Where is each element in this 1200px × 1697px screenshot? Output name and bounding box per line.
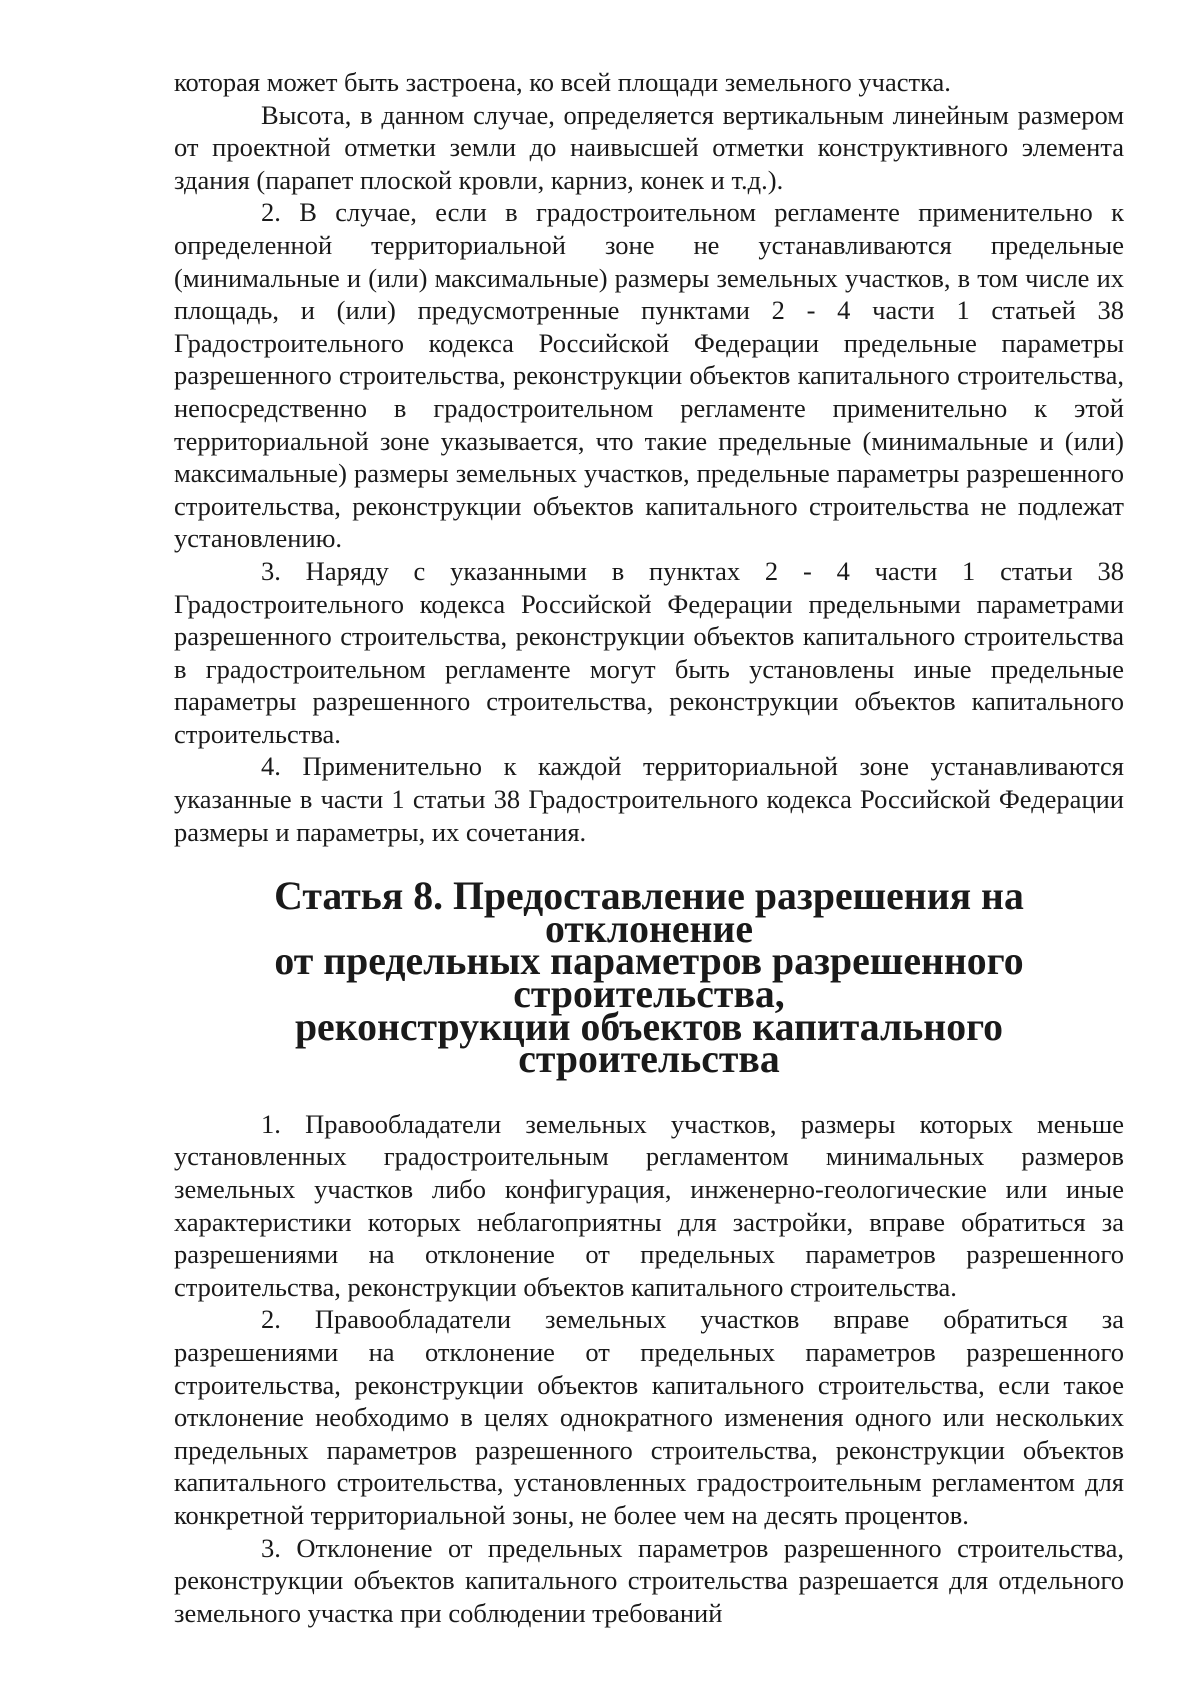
paragraph-height-definition: Высота, в данном случае, определяется вертикальным линейным размером от проектной отметки земли до наивысшей отметки конструктивного элемента здания (парапет плоской кровли, карниз, конек и т.д.). xyxy=(174,99,1124,195)
article-8-paragraph-2: 2. Правообладатели земельных участков вправе обратиться за разрешениями на отклонение от предельных параметров разрешенного строительства, реконструкции объектов капитального строительства, если такое отклонение необходимо в целях однократного изменения одного или нескольких предельных параметров разрешенного строительства, реконструкции объектов капитального строительства, установленных градостроительным регламентом для конкретной территориальной зоны, не более чем на десять процентов. xyxy=(174,1304,1124,1530)
document-page xyxy=(174,66,1124,1629)
paragraph-item-2: 2. В случае, если в градостроительном регламенте применительно к определенной территориальной зоне не устанавливаются предельные (минимальные и (или) максимальные) размеры земельных участков, в том числе их площадь, и (или) предусмотренные пунктами 2 - 4 части 1 статьей 38 Градостроительного кодекса Российской Федерации предельные параметры разрешенного строительства, реконструкции объектов капитального строительства, непосредственно в градостроительном регламенте применительно к этой территориальной зоне указывается, что такие предельные (минимальные и (или) максимальные) размеры земельных участков, предельные параметры разрешенного строительства, реконструкции объектов капитального строительства не подлежат установлению. xyxy=(174,197,1124,554)
heading-line-2: от предельных параметров разрешенного строительства, xyxy=(274,939,1024,1017)
continuation-paragraph: которая может быть застроена, ко всей площади земельного участка. xyxy=(174,67,951,97)
paragraph-item-4: 4. Применительно к каждой территориальной зоне устанавливаются указанные в части 1 статьи 38 Градостроительного кодекса Российской Федерации размеры и параметры, их сочетания. xyxy=(174,751,1124,847)
heading-line-1: Статья 8. Предоставление разрешения на отклонение xyxy=(274,874,1024,951)
article-8-paragraph-3: 3. Отклонение от предельных параметров разрешенного строительства, реконструкции объектов капитального строительства разрешается для отдельного земельного участка при соблюдении требований xyxy=(174,1532,1124,1628)
article-8-heading xyxy=(174,874,1124,1082)
article-8-paragraph-1: 1. Правообладатели земельных участков, размеры которых меньше установленных градостроительным регламентом минимальных размеров земельных участков либо конфигурация, инженерно-геологические или иные характеристики которых неблагоприятны для застройки, вправе обратиться за разрешениями на отклонение от предельных параметров разрешенного строительства, реконструкции объектов капитального строительства. xyxy=(174,1108,1124,1302)
paragraph-item-3: 3. Наряду с указанными в пунктах 2 - 4 части 1 статьи 38 Градостроительного кодекса Российской Федерации предельными параметрами разрешенного строительства, реконструкции объектов капитального строительства в градостроительном регламенте могут быть установлены иные предельные параметры разрешенного строительства, реконструкции объектов капитального строительства. xyxy=(174,555,1124,749)
heading-line-3: реконструкции объектов капитального строительства xyxy=(294,1004,1004,1082)
